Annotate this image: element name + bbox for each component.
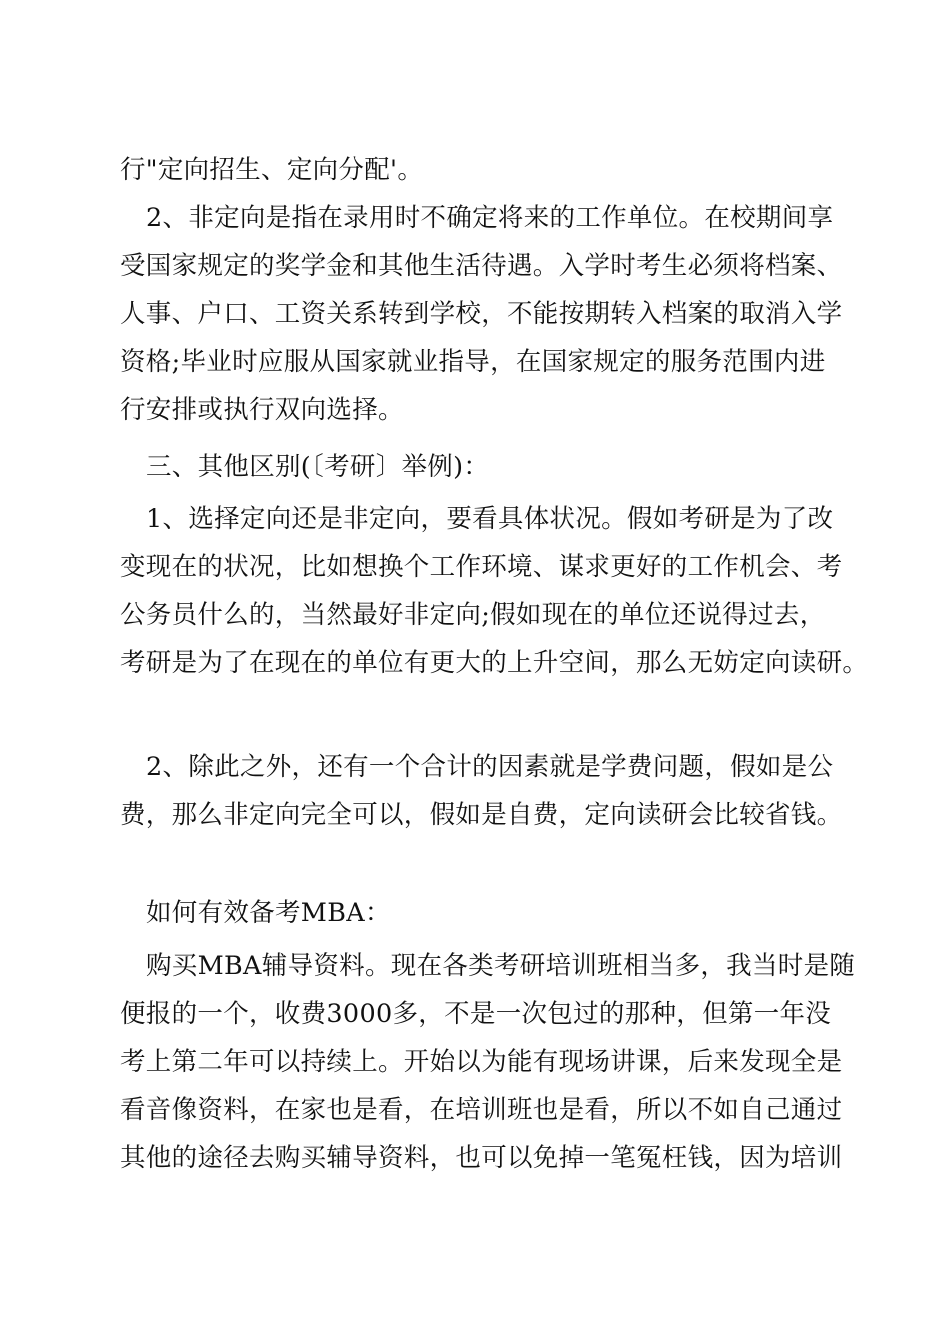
text-line: 资格;毕业时应服从国家就业指导，在国家规定的服务范围内进 (120, 347, 826, 377)
text-line: 受国家规定的奖学金和其他生活待遇。入学时考生必须将档案、 (120, 251, 843, 281)
text-line: 费，那么非定向完全可以，假如是自费，定向读研会比较省钱。 (120, 800, 843, 830)
text-line: 其他的途径去购买辅导资料，也可以免掉一笔冤枉钱，因为培训 (120, 1143, 843, 1173)
text-line: 考研是为了在现在的单位有更大的上升空间，那么无妨定向读研。 (120, 648, 869, 678)
text-line: 人事、户口、工资关系转到学校，不能按期转入档案的取消入学 (120, 299, 843, 329)
text-line: 行安排或执行双向选择。 (120, 395, 404, 425)
text-line: 2、除此之外，还有一个合计的因素就是学费问题，假如是公 (146, 752, 834, 782)
text-line: 行"定向招生、定向分配'。 (120, 155, 424, 185)
text-line: 考上第二年可以持续上。开始以为能有现场讲课，后来发现全是 (120, 1047, 843, 1077)
text-line: 便报的一个，收费3000多，不是一次包过的那种，但第一年没 (120, 999, 832, 1029)
text-line: 1、选择定向还是非定向，要看具体状况。假如考研是为了改 (146, 504, 834, 534)
text-line: 购买MBA辅导资料。现在各类考研培训班相当多，我当时是随 (146, 951, 856, 981)
text-line: 公务员什么的，当然最好非定向;假如现在的单位还说得过去， (120, 600, 826, 630)
section-heading: 如何有效备考MBA： (146, 898, 391, 928)
text-line: 2、非定向是指在录用时不确定将来的工作单位。在校期间享 (146, 203, 834, 233)
section-heading: 三、其他区别(〔考研〕举例)： (146, 452, 490, 482)
text-line: 看音像资料，在家也是看，在培训班也是看，所以不如自己通过 (120, 1095, 843, 1125)
text-line: 变现在的状况，比如想换个工作环境、谋求更好的工作机会、考 (120, 552, 843, 582)
